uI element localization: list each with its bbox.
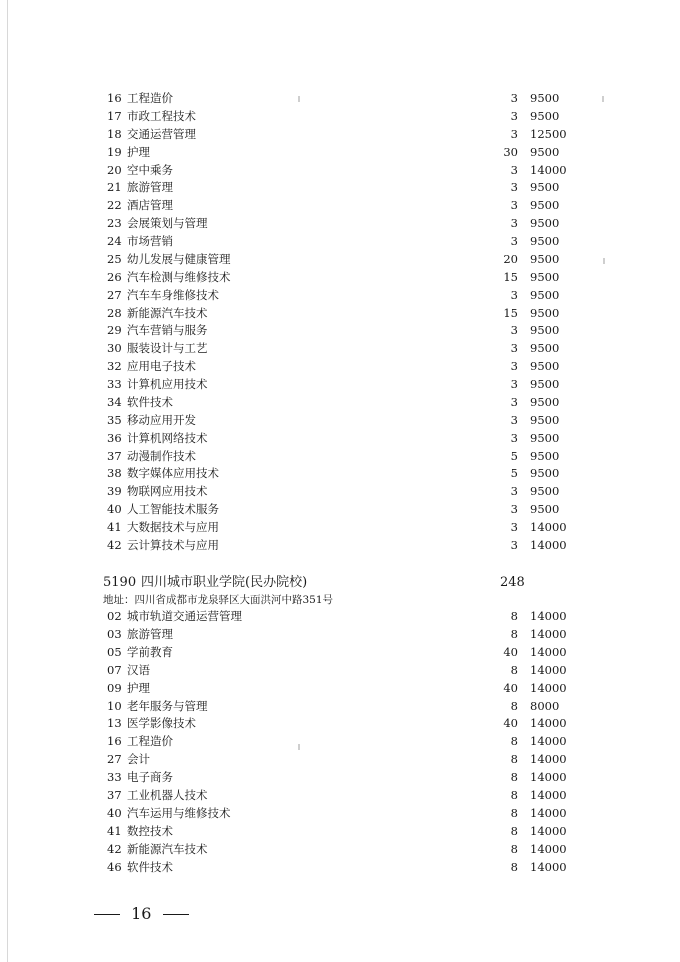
tuition-fee: 9500 — [530, 359, 560, 374]
enrollment-count: 8 — [510, 823, 518, 838]
major-code: 34 — [107, 394, 122, 409]
enrollment-count: 3 — [510, 520, 518, 535]
tuition-fee: 9500 — [530, 430, 560, 445]
table-row — [0, 178, 680, 196]
major-code: 25 — [107, 251, 122, 266]
tuition-fee: 9500 — [530, 287, 560, 302]
table-row — [0, 804, 680, 822]
major-code: 23 — [107, 216, 122, 231]
major-name: 工程造价 — [127, 734, 173, 749]
table-row — [0, 464, 680, 482]
school-name: 四川城市职业学院(民办院校) — [141, 575, 308, 590]
tuition-fee: 9500 — [530, 269, 560, 284]
major-code: 21 — [107, 180, 122, 195]
major-name: 会计 — [127, 752, 150, 767]
table-row — [0, 500, 680, 518]
table-row — [0, 840, 680, 858]
table-row — [0, 768, 680, 786]
tuition-fee: 8000 — [530, 698, 560, 713]
major-code: 22 — [107, 198, 122, 213]
major-code: 03 — [107, 626, 122, 641]
enrollment-count: 3 — [510, 359, 518, 374]
major-code: 26 — [107, 269, 122, 284]
tuition-fee: 14000 — [530, 734, 567, 749]
major-name: 市场营销 — [127, 234, 173, 249]
page-number: 16 — [131, 904, 152, 923]
tuition-fee: 14000 — [530, 626, 567, 641]
major-code: 32 — [107, 359, 122, 374]
tuition-fee: 14000 — [530, 162, 567, 177]
major-code: 16 — [107, 734, 122, 749]
scan-speck — [298, 744, 300, 750]
tuition-fee: 9500 — [530, 466, 560, 481]
major-name: 移动应用开发 — [127, 412, 196, 427]
tuition-fee: 9500 — [530, 144, 560, 159]
major-code: 35 — [107, 412, 122, 427]
enrollment-count: 40 — [503, 716, 518, 731]
major-code: 42 — [107, 841, 122, 856]
major-code: 37 — [107, 788, 122, 802]
major-name: 工程造价 — [127, 91, 173, 105]
table-row — [0, 625, 680, 643]
major-code: 37 — [107, 448, 122, 463]
enrollment-count: 40 — [503, 680, 518, 695]
major-name: 数控技术 — [127, 823, 173, 838]
table-row — [0, 304, 680, 322]
table-row — [0, 286, 680, 304]
tuition-fee: 9500 — [530, 234, 560, 249]
table-row — [0, 339, 680, 357]
tuition-fee: 9500 — [530, 251, 560, 266]
tuition-fee: 14000 — [530, 788, 567, 802]
table-row — [0, 196, 680, 214]
major-name: 服装设计与工艺 — [127, 341, 208, 356]
major-name: 学前教育 — [127, 644, 173, 659]
major-name: 汉语 — [127, 662, 150, 677]
major-name: 幼儿发展与健康管理 — [127, 251, 231, 266]
table-row — [0, 697, 680, 715]
major-name: 电子商务 — [127, 770, 173, 785]
enrollment-count: 8 — [510, 752, 518, 767]
major-code: 28 — [107, 305, 122, 320]
tuition-fee: 9500 — [530, 305, 560, 320]
major-name: 汽车车身维修技术 — [127, 287, 219, 302]
major-code: 09 — [107, 680, 122, 695]
table-row — [0, 143, 680, 161]
major-name: 计算机应用技术 — [127, 377, 208, 392]
major-name: 交通运营管理 — [127, 126, 196, 141]
tuition-fee: 9500 — [530, 412, 560, 427]
major-name: 软件技术 — [127, 859, 173, 874]
enrollment-count: 8 — [510, 609, 518, 623]
enrollment-count: 3 — [510, 502, 518, 517]
major-code: 13 — [107, 716, 122, 731]
tuition-fee: 14000 — [530, 520, 567, 535]
enrollment-count: 5 — [510, 466, 518, 481]
tuition-fee: 14000 — [530, 644, 567, 659]
major-name: 旅游管理 — [127, 626, 173, 641]
major-name: 动漫制作技术 — [127, 448, 196, 463]
major-name: 老年服务与管理 — [127, 698, 208, 713]
major-code: 33 — [107, 377, 122, 392]
footer-dash-right — [163, 914, 189, 915]
table-row — [0, 822, 680, 840]
footer-dash-left — [94, 914, 120, 915]
major-name: 汽车检测与维修技术 — [127, 269, 231, 284]
table-row — [0, 732, 680, 750]
school-header — [103, 573, 663, 593]
table-row — [0, 107, 680, 125]
table-row — [0, 321, 680, 339]
major-code: 40 — [107, 502, 122, 517]
enrollment-count: 8 — [510, 626, 518, 641]
table-row — [0, 161, 680, 179]
enrollment-count: 15 — [503, 305, 518, 320]
major-name: 护理 — [127, 680, 150, 695]
table-row — [0, 375, 680, 393]
school-code: 5190 — [103, 575, 137, 590]
enrollment-count: 3 — [510, 234, 518, 249]
major-code: 02 — [107, 609, 122, 623]
major-code: 33 — [107, 770, 122, 785]
page-footer — [88, 902, 195, 926]
tuition-fee: 9500 — [530, 502, 560, 517]
enrollment-count: 30 — [503, 144, 518, 159]
tuition-fee: 14000 — [530, 662, 567, 677]
tuition-fee: 14000 — [530, 770, 567, 785]
table-row — [0, 643, 680, 661]
enrollment-count: 8 — [510, 788, 518, 802]
major-name: 工业机器人技术 — [127, 788, 208, 802]
major-code: 17 — [107, 108, 122, 123]
table-row — [0, 268, 680, 286]
table-row — [0, 393, 680, 411]
enrollment-count: 3 — [510, 180, 518, 195]
school-total-count: 248 — [500, 575, 525, 590]
major-name: 汽车运用与维修技术 — [127, 805, 231, 820]
major-code: 46 — [107, 859, 122, 874]
tuition-fee: 14000 — [530, 538, 567, 552]
enrollment-count: 3 — [510, 394, 518, 409]
table-row — [0, 750, 680, 768]
major-code: 27 — [107, 752, 122, 767]
major-name: 大数据技术与应用 — [127, 520, 219, 535]
table-row — [0, 518, 680, 536]
tuition-fee: 9500 — [530, 108, 560, 123]
major-code: 41 — [107, 823, 122, 838]
tuition-fee: 14000 — [530, 752, 567, 767]
table-row — [0, 661, 680, 679]
enrollment-count: 40 — [503, 644, 518, 659]
enrollment-count: 8 — [510, 770, 518, 785]
table-row — [0, 858, 680, 876]
major-name: 酒店管理 — [127, 198, 173, 213]
enrollment-count: 3 — [510, 126, 518, 141]
major-code: 39 — [107, 484, 122, 499]
table-row — [0, 447, 680, 465]
major-code: 10 — [107, 698, 122, 713]
major-name: 应用电子技术 — [127, 359, 196, 374]
major-code: 29 — [107, 323, 122, 338]
major-name: 护理 — [127, 144, 150, 159]
enrollment-count: 3 — [510, 216, 518, 231]
tuition-fee: 9500 — [530, 484, 560, 499]
major-code: 20 — [107, 162, 122, 177]
tuition-fee: 9500 — [530, 91, 560, 105]
major-name: 人工智能技术服务 — [127, 502, 219, 517]
major-code: 07 — [107, 662, 122, 677]
major-code: 18 — [107, 126, 122, 141]
tuition-fee: 14000 — [530, 859, 567, 874]
major-code: 05 — [107, 644, 122, 659]
enrollment-count: 8 — [510, 859, 518, 874]
table-row — [0, 786, 680, 804]
tuition-fee: 14000 — [530, 805, 567, 820]
tuition-fee: 14000 — [530, 609, 567, 623]
major-name: 云计算技术与应用 — [127, 538, 219, 552]
table-row — [0, 89, 680, 107]
major-code: 38 — [107, 466, 122, 481]
tuition-fee: 14000 — [530, 716, 567, 731]
table-row — [0, 429, 680, 447]
table-row — [0, 125, 680, 143]
major-name: 城市轨道交通运营管理 — [127, 609, 242, 623]
major-name: 市政工程技术 — [127, 108, 196, 123]
enrollment-count: 15 — [503, 269, 518, 284]
enrollment-count: 3 — [510, 341, 518, 356]
tuition-fee: 9500 — [530, 323, 560, 338]
major-code: 41 — [107, 520, 122, 535]
enrollment-count: 3 — [510, 484, 518, 499]
tuition-fee: 9500 — [530, 394, 560, 409]
major-code: 24 — [107, 234, 122, 249]
scan-speck — [602, 96, 604, 102]
major-code: 19 — [107, 144, 122, 159]
major-code: 27 — [107, 287, 122, 302]
table-row — [0, 536, 680, 554]
tuition-fee: 9500 — [530, 341, 560, 356]
tuition-fee: 14000 — [530, 841, 567, 856]
tuition-fee: 12500 — [530, 126, 567, 141]
major-name: 计算机网络技术 — [127, 430, 208, 445]
enrollment-count: 5 — [510, 448, 518, 463]
tuition-fee: 9500 — [530, 377, 560, 392]
table-row — [0, 214, 680, 232]
major-code: 16 — [107, 91, 122, 105]
enrollment-count: 3 — [510, 287, 518, 302]
enrollment-count: 3 — [510, 162, 518, 177]
table-row — [0, 411, 680, 429]
major-name: 会展策划与管理 — [127, 216, 208, 231]
table-row — [0, 482, 680, 500]
enrollment-count: 3 — [510, 538, 518, 552]
table-row — [0, 232, 680, 250]
tuition-fee: 9500 — [530, 198, 560, 213]
enrollment-count: 3 — [510, 108, 518, 123]
major-name: 物联网应用技术 — [127, 484, 208, 499]
enrollment-count: 8 — [510, 805, 518, 820]
scan-speck — [603, 258, 605, 264]
major-name: 数字媒体应用技术 — [127, 466, 219, 481]
tuition-fee: 9500 — [530, 216, 560, 231]
enrollment-count: 8 — [510, 841, 518, 856]
table-row — [0, 250, 680, 268]
enrollment-count: 3 — [510, 430, 518, 445]
major-code: 42 — [107, 538, 122, 552]
table-row — [0, 607, 680, 625]
major-name: 新能源汽车技术 — [127, 305, 208, 320]
table-row — [0, 714, 680, 732]
major-name: 医学影像技术 — [127, 716, 196, 731]
table-row — [0, 679, 680, 697]
tuition-fee: 14000 — [530, 680, 567, 695]
school-address: 地址：四川省成都市龙泉驿区大面洪河中路351号 — [103, 594, 334, 606]
major-name: 新能源汽车技术 — [127, 841, 208, 856]
tuition-fee: 14000 — [530, 823, 567, 838]
enrollment-count: 8 — [510, 734, 518, 749]
enrollment-count: 8 — [510, 698, 518, 713]
major-name: 软件技术 — [127, 394, 173, 409]
major-code: 36 — [107, 430, 122, 445]
major-code: 30 — [107, 341, 122, 356]
table-row — [0, 357, 680, 375]
major-name: 空中乘务 — [127, 162, 173, 177]
major-name: 汽车营销与服务 — [127, 323, 208, 338]
tuition-fee: 9500 — [530, 180, 560, 195]
tuition-fee: 9500 — [530, 448, 560, 463]
enrollment-count: 8 — [510, 662, 518, 677]
enrollment-count: 3 — [510, 198, 518, 213]
enrollment-count: 3 — [510, 91, 518, 105]
enrollment-count: 3 — [510, 323, 518, 338]
major-code: 40 — [107, 805, 122, 820]
scan-speck — [298, 96, 300, 102]
enrollment-count: 3 — [510, 412, 518, 427]
enrollment-count: 20 — [503, 251, 518, 266]
major-name: 旅游管理 — [127, 180, 173, 195]
enrollment-count: 3 — [510, 377, 518, 392]
